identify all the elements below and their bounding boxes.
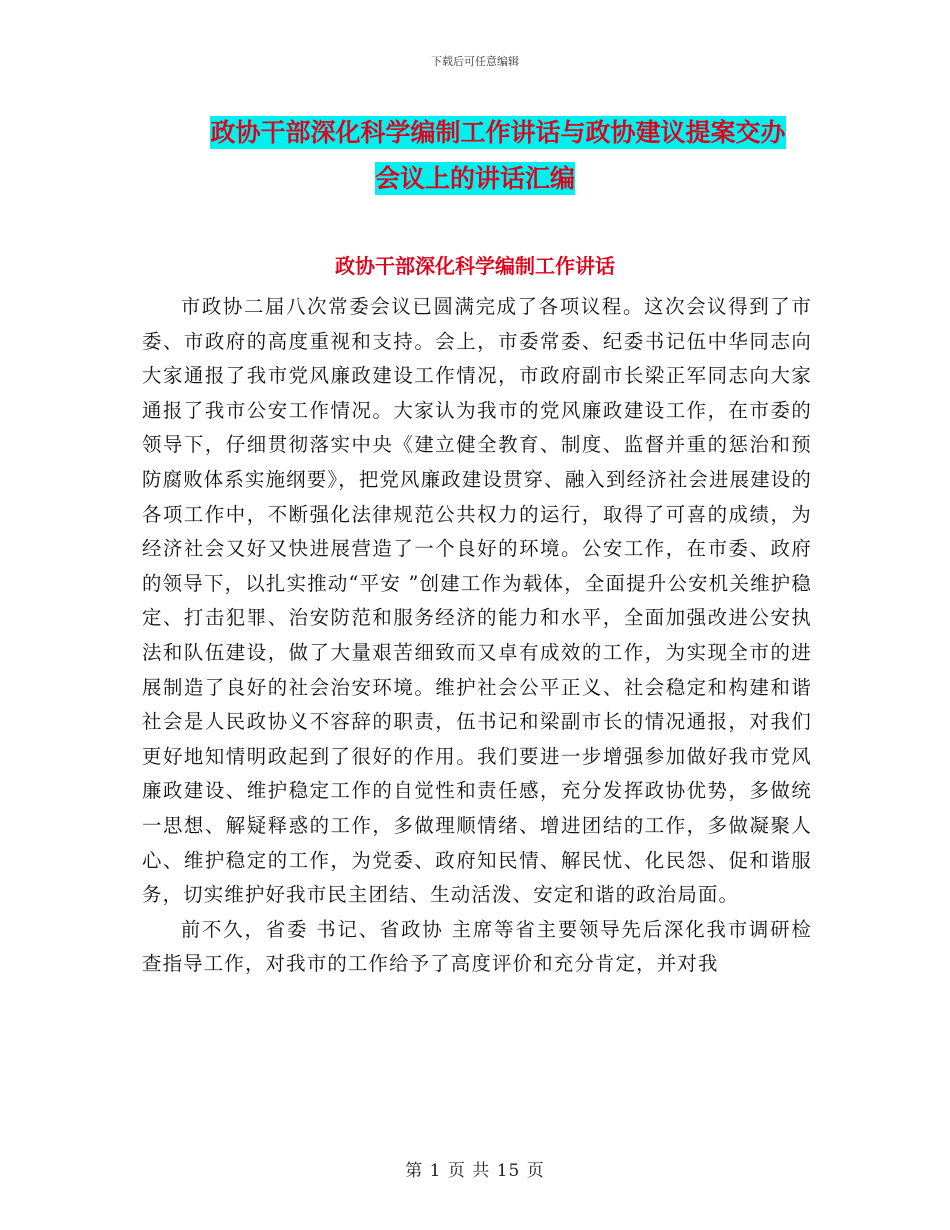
document-title-line2: 会议上的讲话汇编 [374,164,575,193]
paragraph-1: 市政协二届八次常委会议已圆满完成了各项议程。这次会议得到了市委、市政府的高度重视和支持。会上，市委常委、纪委书记伍中华同志向大家通报了我市党风廉政建设工作情况，市政府副市长梁正军同志向大家通报了我市公安工作情况。大家认为我市的党风廉政建设工作，在市委的领导下，仔细贯彻落实中央《建立健全教育、制度、监督并重的惩治和预防腐败体系实施纲要》，把党风廉政建设贯穿、融入到经济社会进展建设的各项工作中，不断强化法律规范公共权力的运行，取得了可喜的成绩，为经济社会又好又快进展营造了一个良好的环境。公安工作，在市委、政府的领导下，以扎实推动“平安 ”创建工作为载体，全面提升公安机关维护稳定、打击犯罪、治安防范和服务经济的能力和水平，全面加强改进公安执法和队伍建设，做了大量艰苦细致而又卓有成效的工作，为实现全市的进展制造了良好的社会治安环境。维护社会公平正义、社会稳定和构建和谐社会是人民政协义不容辞的职责，伍书记和梁副市长的情况通报，对我们更好地知情明政起到了很好的作用。我们要进一步增强参加做好我市党风廉政建设、维护稳定工作的自觉性和责任感，充分发挥政协优势，多做统一思想、解疑释惑的工作，多做理顺情绪、增进团结的工作，多做凝聚人心、维护稳定的工作，为党委、政府知民情、解民忧、化民怨、促和谐服务，切实维护好我市民主团结、生动活泼、安定和谐的政治局面。 [142,295,812,907]
title-highlight-1: 政协干部深化科学编制工作讲话与政协建议提案交办 [210,118,786,147]
section-title: 政协干部深化科学编制工作讲话 [335,254,615,278]
document-title-line1 [46,110,950,156]
document-title [0,110,950,202]
page-number: 第 1 页 共 15 页 [405,1161,545,1181]
page-header-note: 下载后可任意编辑 [431,55,519,68]
body-text [142,290,812,982]
paragraph-2: 前不久，省委 书记、省政协 主席等省主要领导先后深化我市调研检查指导工作，对我市的工作给予了高度评价和充分肯定，并对我 [142,917,812,976]
